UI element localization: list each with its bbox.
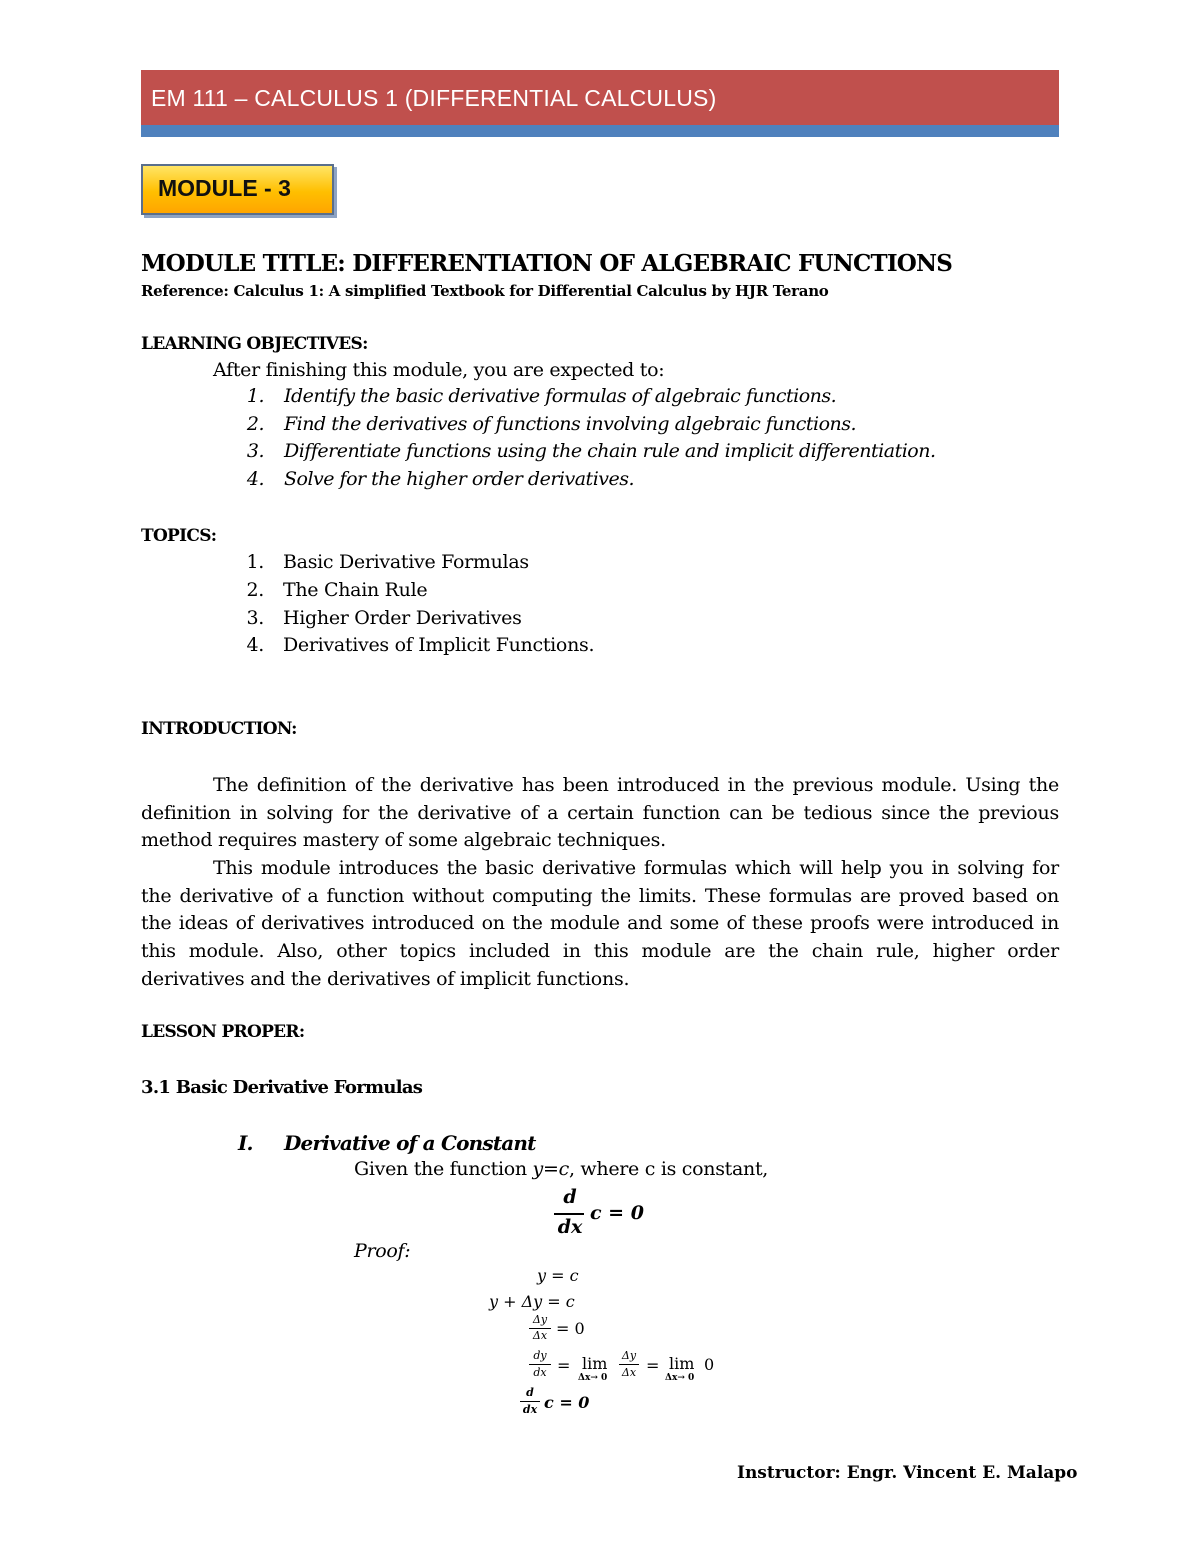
- objective-text: Find the derivatives of functions involving algebraic functions.: [284, 413, 857, 435]
- introduction-paragraph-2: This module introduces the basic derivative formulas which will help you in solving for the derivative of a function without computing the limits. These formulas are proved based on the ideas of derivatives introduced on the module and some of these proofs were introduced in this module. Also, other topics included in this module are the chain rule, higher order derivatives and the derivatives of implicit functions.: [141, 857, 1059, 990]
- objective-text: Solve for the higher order derivatives.: [284, 468, 635, 490]
- proof-limit: lim: [669, 1354, 695, 1373]
- proof-limit-fraction-denominator: Δx: [621, 1366, 637, 1379]
- proof-line-1: y = c: [537, 1266, 579, 1285]
- proof-line-5-denominator: dx: [522, 1403, 538, 1416]
- proof-line-3-numerator: Δy: [532, 1313, 548, 1326]
- given-statement: [354, 1158, 768, 1180]
- given-suffix: , where c is constant,: [568, 1158, 769, 1180]
- list-number: 4.: [246, 468, 264, 490]
- topic-text: Derivatives of Implicit Functions.: [283, 634, 595, 656]
- formula-numerator: d: [563, 1186, 577, 1208]
- topic-text: Basic Derivative Formulas: [283, 551, 529, 573]
- proof-line-4-denominator: dx: [533, 1366, 547, 1379]
- proof-limit-fraction-numerator: Δy: [621, 1349, 637, 1362]
- list-number: 1.: [246, 551, 264, 573]
- list-number: 1.: [246, 385, 264, 407]
- formula-rhs: c = 0: [590, 1202, 644, 1224]
- introduction-paragraph-1: The definition of the derivative has been introduced in the previous module. Using the definition in solving for the derivative of a certain function can be tedious since the previous method requires mastery of some algebraic techniques.: [141, 774, 1059, 852]
- proof-equals: =: [557, 1356, 571, 1375]
- proof-line-5-rhs: c = 0: [544, 1393, 590, 1412]
- module-title: MODULE TITLE: DIFFERENTIATION OF ALGEBRAIC FUNCTIONS: [141, 250, 953, 277]
- proof-equals: =: [646, 1356, 660, 1375]
- list-number: 3.: [246, 440, 264, 462]
- item-title: Derivative of a Constant: [284, 1131, 536, 1155]
- given-math: y=c: [532, 1158, 569, 1180]
- header-underline: [141, 125, 1059, 137]
- proof-line-5-numerator: d: [526, 1386, 534, 1399]
- instructor-footer: Instructor: Engr. Vincent E. Malapo: [737, 1463, 1078, 1483]
- list-number: 2.: [246, 579, 264, 601]
- section-heading: 3.1 Basic Derivative Formulas: [141, 1077, 423, 1098]
- module-badge: [141, 164, 334, 215]
- proof-label: Proof:: [354, 1240, 411, 1262]
- topics-heading: TOPICS:: [141, 526, 217, 546]
- fraction-bar: [529, 1364, 551, 1365]
- proof-line-3-rhs: = 0: [556, 1319, 585, 1338]
- proof-line-4-numerator: dy: [533, 1349, 547, 1362]
- course-title: EM 111 – CALCULUS 1 (DIFFERENTIAL CALCULUS): [151, 85, 717, 111]
- proof-limit-subscript: Δx→ 0: [665, 1373, 695, 1383]
- given-prefix: Given the function: [354, 1158, 533, 1180]
- topic-text: Higher Order Derivatives: [283, 607, 522, 629]
- list-number: 3.: [246, 607, 264, 629]
- course-header-bar: [141, 70, 1059, 125]
- list-number: 2.: [246, 413, 264, 435]
- proof-line-3-denominator: Δx: [532, 1329, 548, 1342]
- proof-limit: lim: [582, 1354, 608, 1373]
- introduction-heading: INTRODUCTION:: [141, 719, 297, 739]
- item-number: I.: [238, 1131, 253, 1155]
- objectives-intro: After finishing this module, you are expected to:: [213, 359, 665, 381]
- objective-text: Differentiate functions using the chain rule and implicit differentiation.: [284, 440, 936, 462]
- module-reference: Reference: Calculus 1: A simplified Textbook for Differential Calculus by HJR Terano: [141, 282, 829, 300]
- objectives-heading: LEARNING OBJECTIVES:: [141, 334, 368, 354]
- fraction-bar: [520, 1401, 540, 1402]
- proof-line-2: y + Δy = c: [489, 1292, 575, 1311]
- proof-limit-subscript: Δx→ 0: [578, 1373, 608, 1383]
- topic-text: The Chain Rule: [283, 579, 428, 601]
- proof-zero: 0: [704, 1355, 715, 1374]
- list-number: 4.: [246, 634, 264, 656]
- fraction-bar: [554, 1213, 584, 1215]
- objective-text: Identify the basic derivative formulas of algebraic functions.: [284, 385, 837, 407]
- lesson-heading: LESSON PROPER:: [141, 1022, 305, 1042]
- formula-denominator: dx: [557, 1216, 583, 1238]
- fraction-bar: [619, 1364, 639, 1365]
- module-badge-label: MODULE - 3: [158, 175, 291, 201]
